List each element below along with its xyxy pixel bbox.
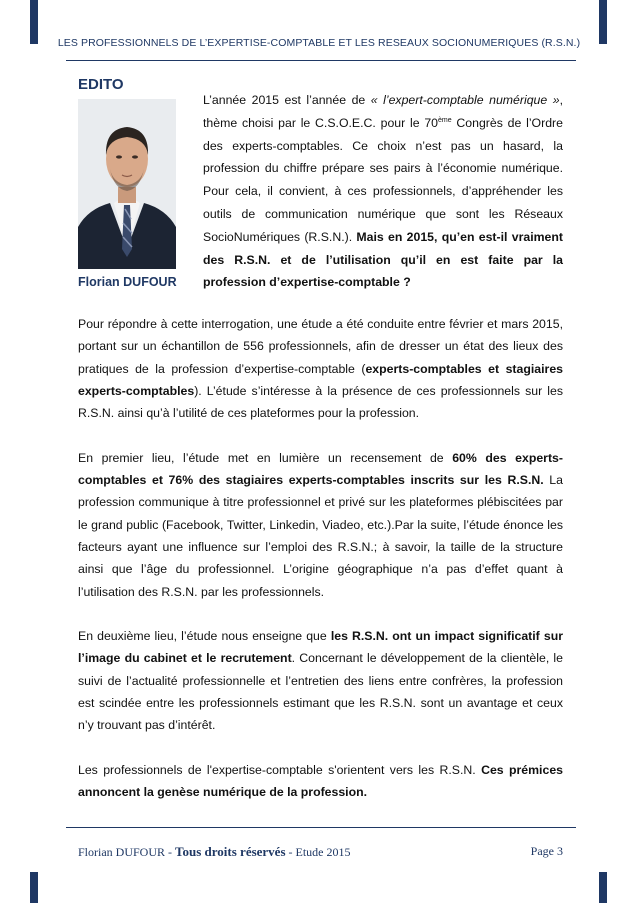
p3-bold: les R.S.N. ont un impact significatif sur l’image du cabinet et le recrutement: [78, 629, 563, 666]
section-title: EDITO: [78, 76, 124, 93]
footer-sep-2: -: [285, 845, 296, 859]
intro-superscript: ème: [438, 116, 452, 124]
intro-text-1: L’année 2015 est l’année de: [203, 93, 371, 107]
footer-rights: Tous droits réservés: [175, 844, 286, 859]
author-photo: [78, 99, 176, 269]
p3-text-c: . Concernant le développement de la clientèle, le suivi de l’actualité professionnelle et l’entretien des liens entre confrères, la profession est scindée entre les professionnels estimant que les R.S.N. sont un avantage et ceux n’y trouvant pas d’intérêt.: [78, 651, 564, 733]
p3-text-a: En deuxième lieu, l’étude nous enseigne que: [78, 629, 331, 644]
intro-question: Mais en 2015, qu’en est-il vraiment des R.S.N. et de l’utilisation qu’il en est faite par la profession d’expertise-comptable ?: [203, 229, 563, 290]
page-footer: [78, 844, 563, 860]
portrait-image: [78, 99, 176, 269]
p4-bold: Ces prémices annoncent la genèse numérique de la profession.: [78, 762, 563, 800]
p2-bold: 60% des experts-comptables et 76% des stagiaires experts-comptables inscrits sur les R.S.N.: [78, 450, 563, 488]
footer-bar-left: [30, 872, 38, 903]
author-caption: Florian DUFOUR: [78, 275, 177, 289]
footer-bar-right: [599, 872, 607, 903]
footer-divider: [66, 827, 576, 828]
paragraph-1: [78, 313, 563, 424]
footer-author: Florian DUFOUR: [78, 845, 166, 859]
page-number: Page 3: [530, 844, 563, 858]
footer-sep-1: -: [165, 845, 176, 859]
footer-study: Etude 2015: [295, 845, 351, 859]
intro-text-3: Congrès de l’Ordre des experts-comptables. Ce choix n’est pas un hasard, la profession du chiffre prépare ses pairs à l’économie numérique. Pour cela, il convient, à ces professionnels, d’appréhender les outils de communication numérique que sont les Réseaux SocioNumériques (R.S.N.).: [203, 115, 563, 244]
paragraph-3: [78, 625, 563, 736]
p4-text-a: Les professionnels de l'expertise-comptable s'orientent vers les R.S.N.: [78, 762, 482, 777]
p2-text-c: La profession communique à titre professionnel et privé sur les plateformes plébiscitées par le grand public (Facebook, Twitter, Linkedin, Viadeo, etc.).Par la suite, l’étude énonce les facteurs ayant une influence sur l’emploi des R.S.N.; à savoir, la taille de la structure ainsi que l’âge du professionnel. L’origine géographique n’a pas d’effet quant à l’utilisation des R.S.N. par les professionnels.: [78, 473, 563, 599]
header-title: LES PROFESSIONNELS DE L’EXPERTISE-COMPTABLE ET LES RESEAUX SOCIONUMERIQUES (R.S.N.): [57, 37, 581, 49]
body-text: [78, 313, 563, 826]
intro-italic: « l’expert-comptable numérique »: [370, 93, 560, 107]
header-divider: [66, 60, 576, 61]
intro-text-2: , thème choisi par le C.S.O.E.C. pour le 70: [203, 93, 563, 130]
p1-bold: experts-comptables et stagiaires experts-comptables: [78, 361, 563, 398]
p1-text-a: Pour répondre à cette interrogation, une étude a été conduite entre février et mars 2015, portant sur un échantillon de 556 professionnels, afin de dresser un état des lieux des pratiques de la profession d’expertise-comptable (: [78, 317, 563, 376]
intro-paragraph: [203, 89, 563, 294]
paragraph-4: [78, 759, 563, 804]
p2-text-a: En premier lieu, l’étude met en lumière un recensement de: [78, 450, 453, 465]
paragraph-2: [78, 447, 563, 603]
p1-text-c: ). L’étude s’intéresse à la présence de ces professionnels sur les R.S.N. ainsi qu’à l’utilité de ces plateformes pour la profession.: [78, 383, 563, 421]
